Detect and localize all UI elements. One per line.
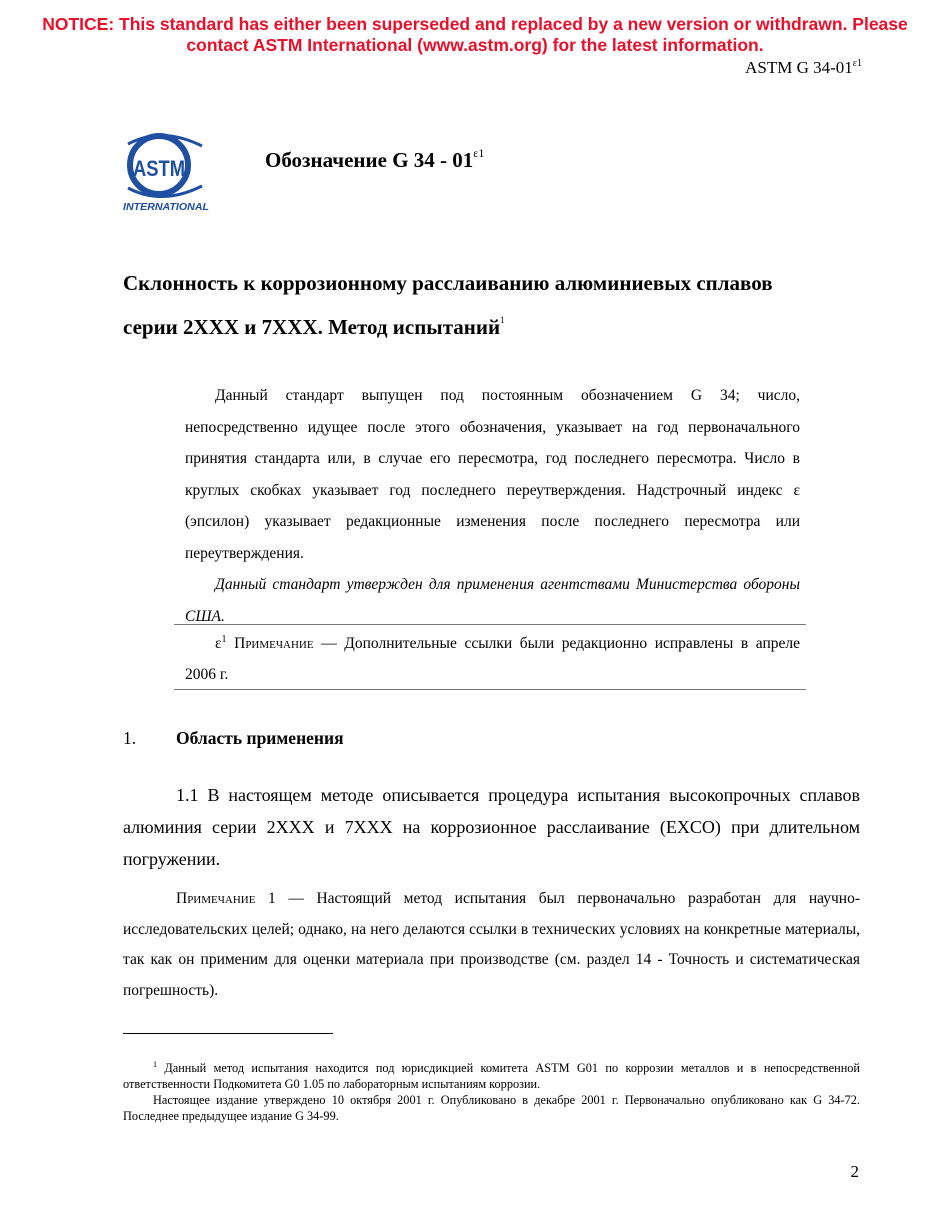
header-designation: ASTM G 34-01 (745, 58, 853, 77)
note-1-text: — Настоящий метод испытания был первоначально разработан для научно-исследовательских целей; однако, на него делаются ссылки в технических условиях на конкретные материалы, так как он применим для оценки материала при производстве (см. раздел 14 - Точность и систематическая погрешность). (123, 890, 860, 999)
notice-line-1: NOTICE: This standard has either been superseded and replaced by a new version or withdrawn. Please (42, 14, 908, 34)
footnote-paragraph-1: Данный метод испытания находится под юрисдикцией комитета ASTM G01 по коррозии металлов и в непосредственной ответственности Подкомитета G0 1.05 по лабораторным испытаниям коррозии. (123, 1061, 860, 1091)
withdrawal-notice (0, 14, 950, 56)
footnote-rule (123, 1033, 333, 1034)
logo-letters: ASTM (133, 156, 185, 181)
header-designation-sup: ε1 (852, 58, 862, 69)
document-designation (265, 146, 484, 173)
paragraph-1-1: 1.1 В настоящем методе описывается процедура испытания высокопрочных сплавов алюминия серии 2XXX и 7XXX на коррозионное расслаивание (EXCO) при длительном погружении. (123, 785, 860, 869)
logo-subtitle: INTERNATIONAL (123, 201, 209, 213)
note-1 (123, 884, 860, 1006)
astm-logo (122, 128, 212, 223)
divider-bottom (174, 689, 806, 690)
page-number: 2 (850, 1162, 859, 1181)
editorial-note (185, 624, 800, 690)
title-footnote-ref: 1 (500, 315, 505, 325)
section-number: 1. (123, 728, 137, 748)
running-header (745, 58, 862, 78)
editorial-note-symbol: ε (215, 635, 222, 652)
designation-sup: ε1 (473, 146, 485, 160)
preface-block (185, 380, 800, 632)
designation-label: Обозначение G 34 - 01 (265, 148, 474, 172)
document-title (123, 265, 863, 346)
section-title: Область применения (176, 728, 344, 748)
footnote-ref: 1 (153, 1060, 157, 1069)
note-1-label: Примечание 1 (176, 890, 276, 907)
footnote-paragraph-2: Настоящее издание утверждено 10 октября 2001 г. Опубликовано в декабре 2001 г. Первоначально опубликовано как G 34-72. Последнее предыдущее издание G 34-99. (123, 1093, 860, 1123)
preface-paragraph: Данный стандарт выпущен под постоянным обозначением G 34; число, непосредственно идущее после этого обозначения, указывает на год первоначального принятия стандарта или, в случае его пересмотра, год последнего пересмотра. Число в круглых скобках указывает год последнего переутверждения. Надстрочный индекс ε (эпсилон) указывает редакционные изменения после последнего пересмотра или переутверждения. (185, 387, 800, 562)
editorial-note-text: — Дополнительные ссылки были редакционно исправлены в апреле 2006 г. (185, 635, 800, 683)
editorial-note-sup: 1 (221, 634, 227, 645)
notice-line-2: contact ASTM International (www.astm.org) for the latest information. (186, 35, 764, 55)
title-line-1: Склонность к коррозионному расслаиванию алюминиевых сплавов (123, 271, 773, 295)
editorial-note-label: Примечание (234, 635, 314, 652)
preface-approval-paragraph: Данный стандарт утвержден для применения агентствами Министерства обороны США. (185, 576, 800, 625)
title-line-2: серии 2XXX и 7XXX. Метод испытаний (123, 315, 501, 339)
footnote (123, 1057, 860, 1124)
